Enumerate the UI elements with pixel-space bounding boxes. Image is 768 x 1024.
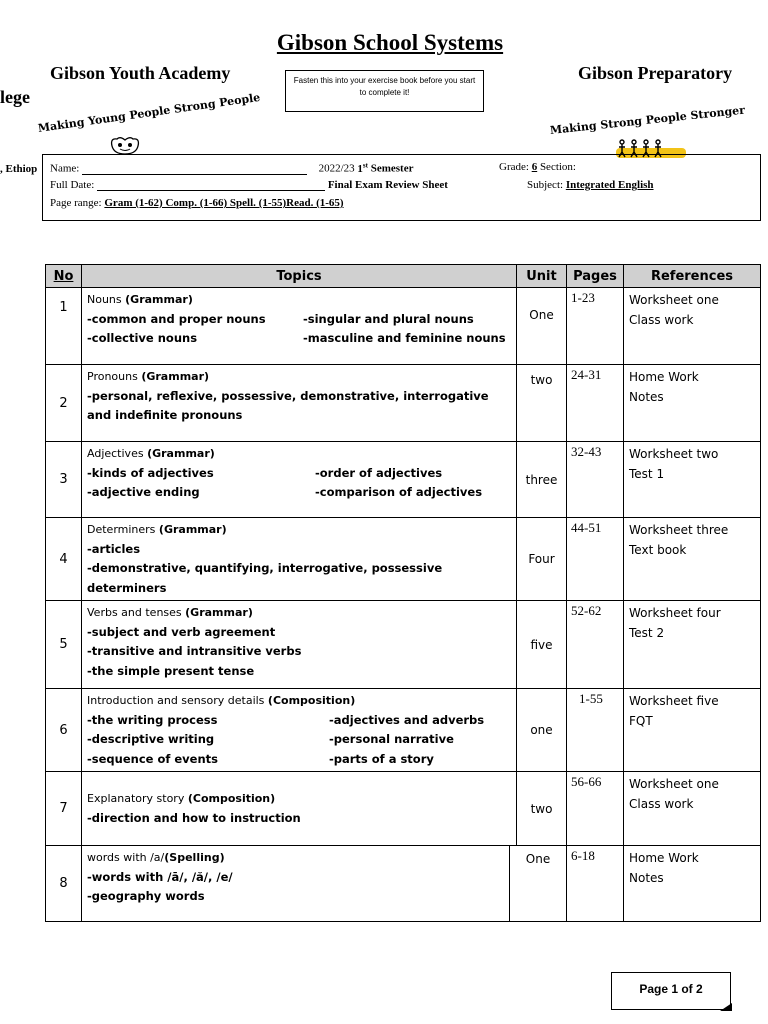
unit-cell: Four: [517, 518, 567, 601]
table-row: [46, 288, 761, 365]
unit-cell: two: [517, 365, 567, 442]
mascot-logo-icon: [108, 134, 142, 156]
pages-cell: 52-62: [567, 601, 624, 689]
date-field[interactable]: [97, 179, 325, 191]
unit-cell: five: [517, 601, 567, 689]
header-pages: Pages: [567, 265, 624, 288]
topic-point: -transitive and intransitive verbs: [87, 644, 302, 658]
date-row: [50, 179, 448, 191]
table-row: [46, 365, 761, 442]
pages-cell: 1-23: [567, 288, 624, 365]
row-number: 2: [46, 365, 82, 442]
subject-row: [527, 179, 654, 191]
student-info-box: [42, 154, 761, 221]
pages-cell: 1-55: [567, 689, 624, 772]
spelling-table: [45, 845, 761, 922]
slogan-right: Making Strong People Stronger: [549, 103, 746, 137]
topic-cell: [82, 442, 517, 518]
unit-cell: One: [510, 846, 567, 922]
unit-cell: One: [517, 288, 567, 365]
topic-heading: Pronouns (Grammar): [87, 370, 210, 383]
page-range-row: [50, 197, 344, 209]
table-row: [46, 518, 761, 601]
topic-cell: [82, 772, 517, 846]
pages-cell: 44-51: [567, 518, 624, 601]
section-label: Section:: [539, 161, 576, 173]
topic-points: -common and proper nouns -singular and plural nouns -collective nouns -masculine and feminine nouns: [87, 311, 506, 345]
name-label: Name:: [50, 162, 80, 175]
references-cell: Worksheet one Class work: [624, 288, 761, 365]
table-row: [46, 442, 761, 518]
school-name-left: Gibson Youth Academy: [50, 63, 231, 83]
document-title: Gibson School Systems: [276, 30, 504, 55]
semester-label: Semester: [370, 162, 414, 175]
topic-point: -words with /ā/, /ă/, /e/: [87, 869, 233, 884]
header-topics: Topics: [82, 265, 517, 288]
grade-label: Grade:: [499, 161, 529, 173]
unit-cell: three: [517, 442, 567, 518]
references-cell: Home Work Notes: [624, 365, 761, 442]
name-field[interactable]: [82, 163, 307, 175]
row-number: 6: [46, 689, 82, 772]
topic-points: -personal, reflexive, possessive, demonstrative, interrogative and indefinite pronouns: [87, 388, 489, 422]
pages-cell: 32-43: [567, 442, 624, 518]
page-range-label: Page range:: [50, 197, 102, 209]
topic-point: -articles: [87, 541, 141, 556]
topic-points: -kinds of adjectives -order of adjectives -adjective ending -comparison of adjectives: [87, 465, 483, 499]
table-row: [46, 689, 761, 772]
subject-label: Subject:: [527, 179, 564, 191]
row-number: 1: [46, 288, 82, 365]
row-number: 4: [46, 518, 82, 601]
row-number: 3: [46, 442, 82, 518]
semester-ordinal: 1: [357, 162, 363, 175]
name-row: [50, 161, 413, 175]
header-no: No: [46, 265, 82, 288]
references-cell: Worksheet three Text book: [624, 518, 761, 601]
page-range-value: Gram (1-62) Comp. (1-66) Spell. (1-55)Read. (1-65): [104, 197, 344, 209]
grade-value: 6: [531, 161, 538, 173]
table-header-row: [46, 265, 761, 288]
date-label: Full Date:: [50, 179, 95, 191]
references-cell: Worksheet four Test 2: [624, 601, 761, 689]
topic-heading: words with /a/(Spelling): [87, 851, 225, 864]
subject-value: Integrated English: [565, 179, 654, 191]
topic-point: -the simple present tense: [87, 663, 255, 678]
topic-point: -demonstrative, quantifying, interrogative, possessive determiners: [87, 561, 443, 595]
header-unit: Unit: [517, 265, 567, 288]
grade-section-row: [499, 161, 576, 173]
row-number: 7: [46, 772, 82, 846]
references-cell: Worksheet two Test 1: [624, 442, 761, 518]
topic-cell: [82, 365, 517, 442]
references-cell: Worksheet five FQT: [624, 689, 761, 772]
topic-heading: Introduction and sensory details (Composition): [87, 694, 356, 707]
topic-heading: Explanatory story (Composition): [87, 792, 276, 805]
topic-point: -geography words: [87, 889, 205, 903]
topic-cell: [82, 689, 517, 772]
references-cell: Home Work Notes: [624, 846, 761, 922]
topic-heading: Determiners (Grammar): [87, 523, 227, 536]
topic-cell: [82, 518, 517, 601]
references-cell: Worksheet one Class work: [624, 772, 761, 846]
row-number: 5: [46, 601, 82, 689]
college-name-fragment: lege: [0, 87, 30, 107]
topic-cell: [82, 601, 517, 689]
table-row: [46, 772, 761, 846]
topic-heading: Nouns (Grammar): [87, 293, 193, 306]
table-row: [46, 601, 761, 689]
topic-cell: [82, 846, 510, 922]
pages-cell: 6-18: [567, 846, 624, 922]
year-label: 2022/23: [318, 162, 355, 175]
pages-cell: 56-66: [567, 772, 624, 846]
topic-heading: Verbs and tenses (Grammar): [87, 606, 253, 619]
topic-heading: Adjectives (Grammar): [87, 447, 215, 460]
semester-ordinal-suffix: st: [362, 161, 368, 169]
slogan-left: Making Young People Strong People: [37, 90, 261, 135]
instruction-notice: Fasten this into your exercise book before you start to complete it!: [285, 70, 484, 112]
school-name-right: Gibson Preparatory: [578, 63, 733, 83]
side-text-fragment: , Ethiop: [0, 163, 38, 175]
header-references: References: [624, 265, 761, 288]
topic-cell: [82, 288, 517, 365]
review-table: [45, 264, 761, 846]
topic-points: -the writing process -adjectives and adverbs -descriptive writing -personal narrative -sequence of events -parts of a story: [87, 712, 485, 766]
unit-cell: two: [517, 772, 567, 846]
topic-point: -direction and how to instruction: [87, 810, 301, 825]
page-number-box: Page 1 of 2: [611, 972, 731, 1010]
table-row: [46, 846, 761, 922]
sheet-title: Final Exam Review Sheet: [327, 179, 448, 191]
pages-cell: 24-31: [567, 365, 624, 442]
topic-point: -subject and verb agreement: [87, 624, 276, 639]
unit-cell: one: [517, 689, 567, 772]
row-number: 8: [46, 846, 82, 922]
